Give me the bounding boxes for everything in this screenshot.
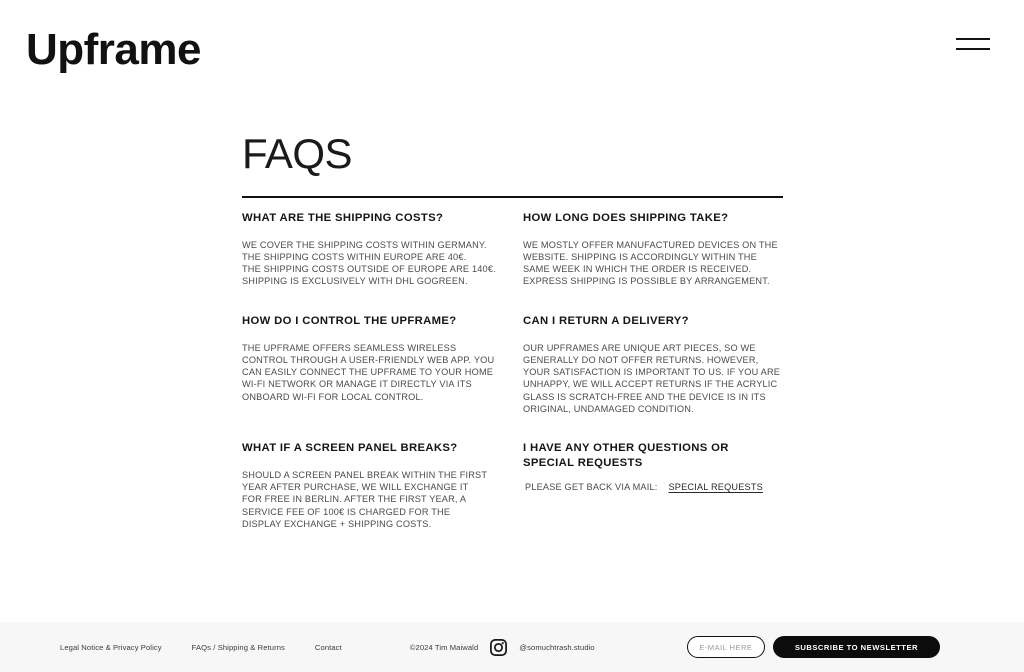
- faq-grid: [242, 211, 783, 557]
- faq-answer-line: OUR UPFRAMES ARE UNIQUE ART PIECES, SO WE: [523, 342, 756, 353]
- faq-question: CAN I RETURN A DELIVERY?: [523, 314, 689, 327]
- faq-answer-line: SHIPPING IS EXCLUSIVELY WITH DHL GOGREEN.: [242, 276, 468, 287]
- faq-question: WHAT IF A SCREEN PANEL BREAKS?: [242, 441, 458, 454]
- instagram-link[interactable]: [489, 638, 508, 657]
- newsletter-signup: [687, 636, 1024, 658]
- faq-item: [523, 211, 783, 314]
- faq-answer-line: THE SHIPPING COSTS OUTSIDE OF EUROPE ARE 140€.: [242, 264, 496, 275]
- faq-content: [242, 132, 783, 556]
- hamburger-icon[interactable]: [956, 34, 990, 54]
- footer-link-legal-notice[interactable]: Legal Notice & Privacy Policy: [60, 642, 162, 652]
- special-requests-link[interactable]: SPECIAL REQUESTS: [668, 482, 763, 492]
- faq-answer: [242, 469, 490, 530]
- instagram-icon: [489, 638, 508, 657]
- contact-line: [523, 482, 783, 492]
- faq-answer-line: YEAR AFTER PURCHASE, WE WILL EXCHANGE IT: [242, 482, 469, 493]
- faq-answer-line: GLASS IS SCRATCH-FREE AND THE DEVICE IS IN ITS: [523, 391, 766, 402]
- faq-question: I HAVE ANY OTHER QUESTIONS OR SPECIAL REQUESTS: [523, 441, 729, 469]
- faq-answer-line: CAN EASILY CONNECT THE UPFRAME TO YOUR HOME: [242, 367, 494, 378]
- copyright-text: ©2024 Tim Maiwald: [409, 642, 479, 652]
- faq-item: [523, 314, 783, 441]
- faq-answer-line: YOUR SATISFACTION IS IMPORTANT TO US. IF YOU ARE: [523, 367, 781, 378]
- instagram-handle[interactable]: @somuchtrash.studio: [519, 642, 595, 652]
- faq-answer: [242, 239, 496, 288]
- faq-answer-line: WI-FI NETWORK OR MANAGE IT DIRECTLY VIA ITS: [242, 379, 472, 390]
- faq-answer-line: SHOULD A SCREEN PANEL BREAK WITHIN THE FIRST: [242, 469, 488, 480]
- faq-question: HOW LONG DOES SHIPPING TAKE?: [523, 211, 729, 224]
- footer-link-contact[interactable]: Contact: [314, 642, 342, 652]
- faq-answer-line: WEBSITE. SHIPPING IS ACCORDINGLY WITHIN THE: [523, 251, 757, 262]
- faq-answer: [523, 239, 778, 288]
- site-header: [0, 0, 1024, 96]
- faq-question: WHAT ARE THE SHIPPING COSTS?: [242, 211, 444, 224]
- faq-answer-line: EXPRESS SHIPPING IS POSSIBLE BY ARRANGEMENT.: [523, 276, 770, 287]
- faq-answer-line: THE UPFRAME OFFERS SEAMLESS WIRELESS: [242, 342, 457, 353]
- faq-answer: [523, 342, 781, 415]
- hamburger-bar-bottom: [956, 48, 990, 50]
- faq-answer-line: GENERALLY DO NOT OFFER RETURNS. HOWEVER,: [523, 354, 759, 365]
- title-divider: [242, 196, 783, 198]
- contact-prompt: PLEASE GET BACK VIA MAIL:: [525, 482, 658, 492]
- page-title: FAQS: [242, 130, 353, 177]
- faq-answer-line: UNHAPPY, WE WILL ACCEPT RETURNS IF THE ACRYLIC: [523, 379, 778, 390]
- faq-answer-line: FOR FREE IN BERLIN. AFTER THE FIRST YEAR, A: [242, 494, 467, 505]
- footer-link-faqs-shipping-returns[interactable]: FAQs / Shipping & Returns: [191, 642, 285, 652]
- site-footer: [0, 622, 1024, 672]
- faq-answer-line: THE SHIPPING COSTS WITHIN EUROPE ARE 40€.: [242, 251, 467, 262]
- faq-answer-line: DISPLAY EXCHANGE + SHIPPING COSTS.: [242, 518, 432, 529]
- faq-item: [242, 441, 523, 556]
- site-logo[interactable]: Upframe: [26, 25, 201, 74]
- faq-answer-line: ONBOARD WI-FI FOR LOCAL CONTROL.: [242, 391, 424, 402]
- footer-links: [0, 643, 342, 652]
- subscribe-button[interactable]: SUBSCRIBE TO NEWSLETTER: [773, 636, 940, 658]
- faq-item: [242, 211, 523, 314]
- faq-answer-line: ORIGINAL, UNDAMAGED CONDITION.: [523, 403, 694, 414]
- email-input[interactable]: [687, 636, 765, 658]
- footer-center: [410, 638, 595, 657]
- faq-answer-line: WE MOSTLY OFFER MANUFACTURED DEVICES ON THE: [523, 239, 778, 250]
- faq-question: HOW DO I CONTROL THE UPFRAME?: [242, 314, 457, 327]
- faq-answer-line: WE COVER THE SHIPPING COSTS WITHIN GERMANY.: [242, 239, 487, 250]
- faq-answer-line: SERVICE FEE OF 100€ IS CHARGED FOR THE: [242, 506, 451, 517]
- hamburger-bar-top: [956, 38, 990, 40]
- faq-answer-line: SAME WEEK IN WHICH THE ORDER IS RECEIVED.: [523, 264, 752, 275]
- faq-answer-line: CONTROL THROUGH A USER-FRIENDLY WEB APP. YOU: [242, 354, 495, 365]
- faq-answer: [242, 342, 495, 403]
- faq-item: [242, 314, 523, 441]
- faq-item-special-requests: [523, 441, 783, 556]
